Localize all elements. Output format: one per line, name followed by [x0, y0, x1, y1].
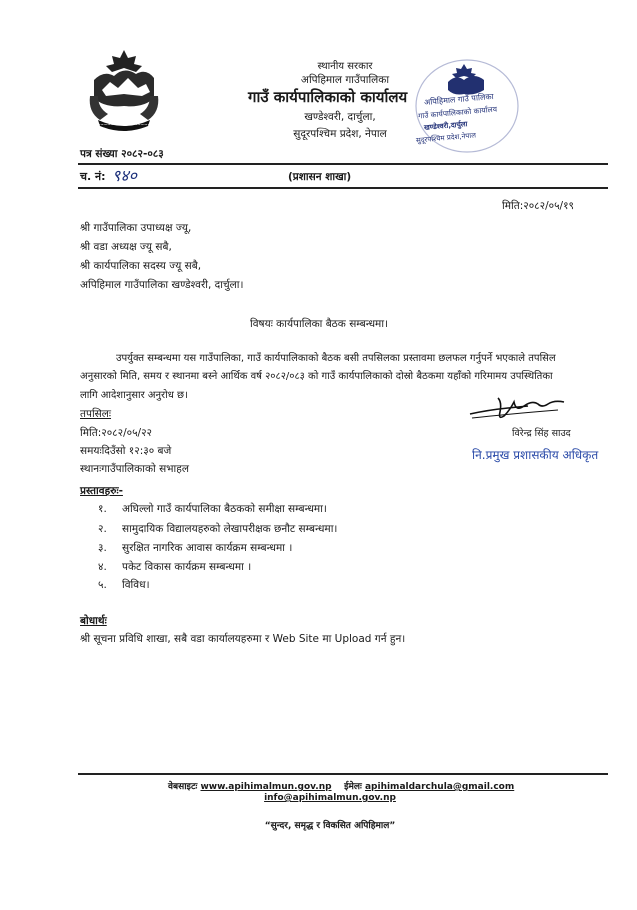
agenda-item-text: सुरक्षित नागरिक आवास कार्यक्रम सम्बन्धमा ।	[122, 542, 293, 554]
agenda-item	[98, 522, 337, 536]
details-heading: तपसिलः	[80, 408, 112, 420]
nepal-emblem	[84, 46, 164, 134]
agenda-item-number: ४.	[98, 561, 107, 573]
agenda-item-text: पकेट विकास कार्यक्रम सम्बन्धमा ।	[122, 561, 252, 573]
letter-number: पत्र संख्या २०८२-०८३	[80, 148, 164, 160]
signature	[468, 392, 578, 426]
header-municipality: अपिहिमाल गाउँपालिका	[300, 74, 390, 86]
agenda-item-text: विविध।	[122, 579, 150, 591]
header-address: खण्डेश्वरी, दार्चुला,	[304, 111, 376, 123]
seal-text-2: गाउँ कार्यपालिकाको कार्यालय	[417, 104, 498, 121]
agenda-item-number: १.	[98, 503, 107, 515]
seal-text-1: अपिहिमाल गाउँ पालिका	[423, 91, 494, 108]
meeting-time: समयःदिउँसो १२:३० बजे	[80, 445, 172, 457]
agenda-item	[98, 502, 327, 516]
header-office-title: गाउँ कार्यपालिकाको कार्यालय	[248, 88, 408, 106]
letter-date: मिति:२०८२/०५/१९	[502, 200, 574, 212]
footer-divider	[78, 773, 608, 775]
agenda-item-number: ३.	[98, 542, 107, 554]
dispatch-number-label: च. नं:	[80, 170, 106, 183]
signatory-title: नि.प्रमुख प्रशासकीय अधिकृत	[472, 448, 599, 462]
footer-slogan: “सुन्दर, समृद्ध र विकसित अपिहिमाल”	[264, 821, 396, 831]
subject-line: विषयः कार्यपालिका बैठक सम्बन्धमा।	[250, 318, 389, 330]
seal-text-3: खण्डेश्वरी,दार्चुला	[423, 120, 468, 132]
meeting-place: स्थानःगाउँपालिकाको सभाहल	[80, 463, 189, 475]
recipient-3: श्री कार्यपालिका सदस्य ज्यू सबै,	[80, 260, 202, 272]
footer-contact	[168, 779, 514, 792]
recipient-4: अपिहिमाल गाउँपालिका खण्डेश्वरी, दार्चुला।	[80, 279, 244, 291]
agenda-item-text: अघिल्लो गाउँ कार्यपालिका बैठकको समीक्षा सम्बन्धमा।	[122, 503, 327, 515]
agenda-item-number: ५.	[98, 579, 107, 591]
signatory-name: विरेन्द्र सिंह साउद	[512, 428, 571, 439]
email-label: ईमेलः	[344, 782, 362, 792]
agenda-item	[98, 578, 150, 592]
meeting-date: मिति:२०८२/०५/२२	[80, 427, 152, 439]
agenda-item	[98, 541, 292, 555]
seal-text-4: सुदूरपश्चिम प्रदेश,नेपाल	[415, 131, 477, 145]
cc-text: श्री सूचना प्रविधि शाखा, सबै वडा कार्यालयहरुमा र Web Site मा Upload गर्न हुन।	[80, 633, 406, 645]
svg-text:~~~~~~~~~~~~~~~~: ~~~~~~~~~~~~~~~~	[97, 122, 151, 127]
recipient-1: श्री गाउँपालिका उपाध्यक्ष ज्यू,	[80, 222, 192, 234]
agenda-item-number: २.	[98, 523, 107, 535]
website-link[interactable]: www.apihimalmun.gov.np	[200, 782, 332, 792]
agenda-item	[98, 560, 251, 574]
section-name: (प्रशासन शाखा)	[288, 171, 352, 183]
header-province: सुदूरपश्चिम प्रदेश, नेपाल	[293, 128, 387, 140]
body-line-1: उपर्युक्त सम्बन्धमा यस गाउँपालिका, गाउँ कार्यपालिकाको बैठक बसी तपसिलका प्रस्तावमा छलफल गर्नुपर्ने भएकाले तपसिल	[116, 353, 556, 364]
header-divider-top	[78, 163, 608, 165]
website-label: वेबसाइटः	[168, 782, 198, 792]
header-divider-bottom	[78, 187, 608, 189]
cc-heading: बोधार्थः	[80, 615, 107, 627]
email-link-primary[interactable]: apihimaldarchula@gmail.com	[364, 782, 515, 792]
header-local-gov: स्थानीय सरकार	[317, 61, 373, 72]
agenda-heading: प्रस्तावहरुः-	[80, 485, 123, 497]
body-line-3: लागि आदेशानुसार अनुरोध छ।	[80, 390, 188, 401]
body-line-2: अनुसारको मिति, समय र स्थानमा बस्ने आर्थिक वर्ष २०८२/०८३ को गाउँ कार्यपालिकाको दोस्रो बैठकमा यहाँको गरिमामय उपस्थितिका	[80, 371, 553, 382]
office-seal	[414, 58, 520, 154]
agenda-item-text: सामुदायिक विद्यालयहरुको लेखापरीक्षक छनौट सम्बन्धमा।	[122, 523, 338, 535]
email-link-secondary[interactable]: info@apihimalmun.gov.np	[264, 793, 396, 803]
recipient-2: श्री वडा अध्यक्ष ज्यू सबै,	[80, 241, 172, 253]
dispatch-number-value: ९४०	[112, 166, 137, 185]
